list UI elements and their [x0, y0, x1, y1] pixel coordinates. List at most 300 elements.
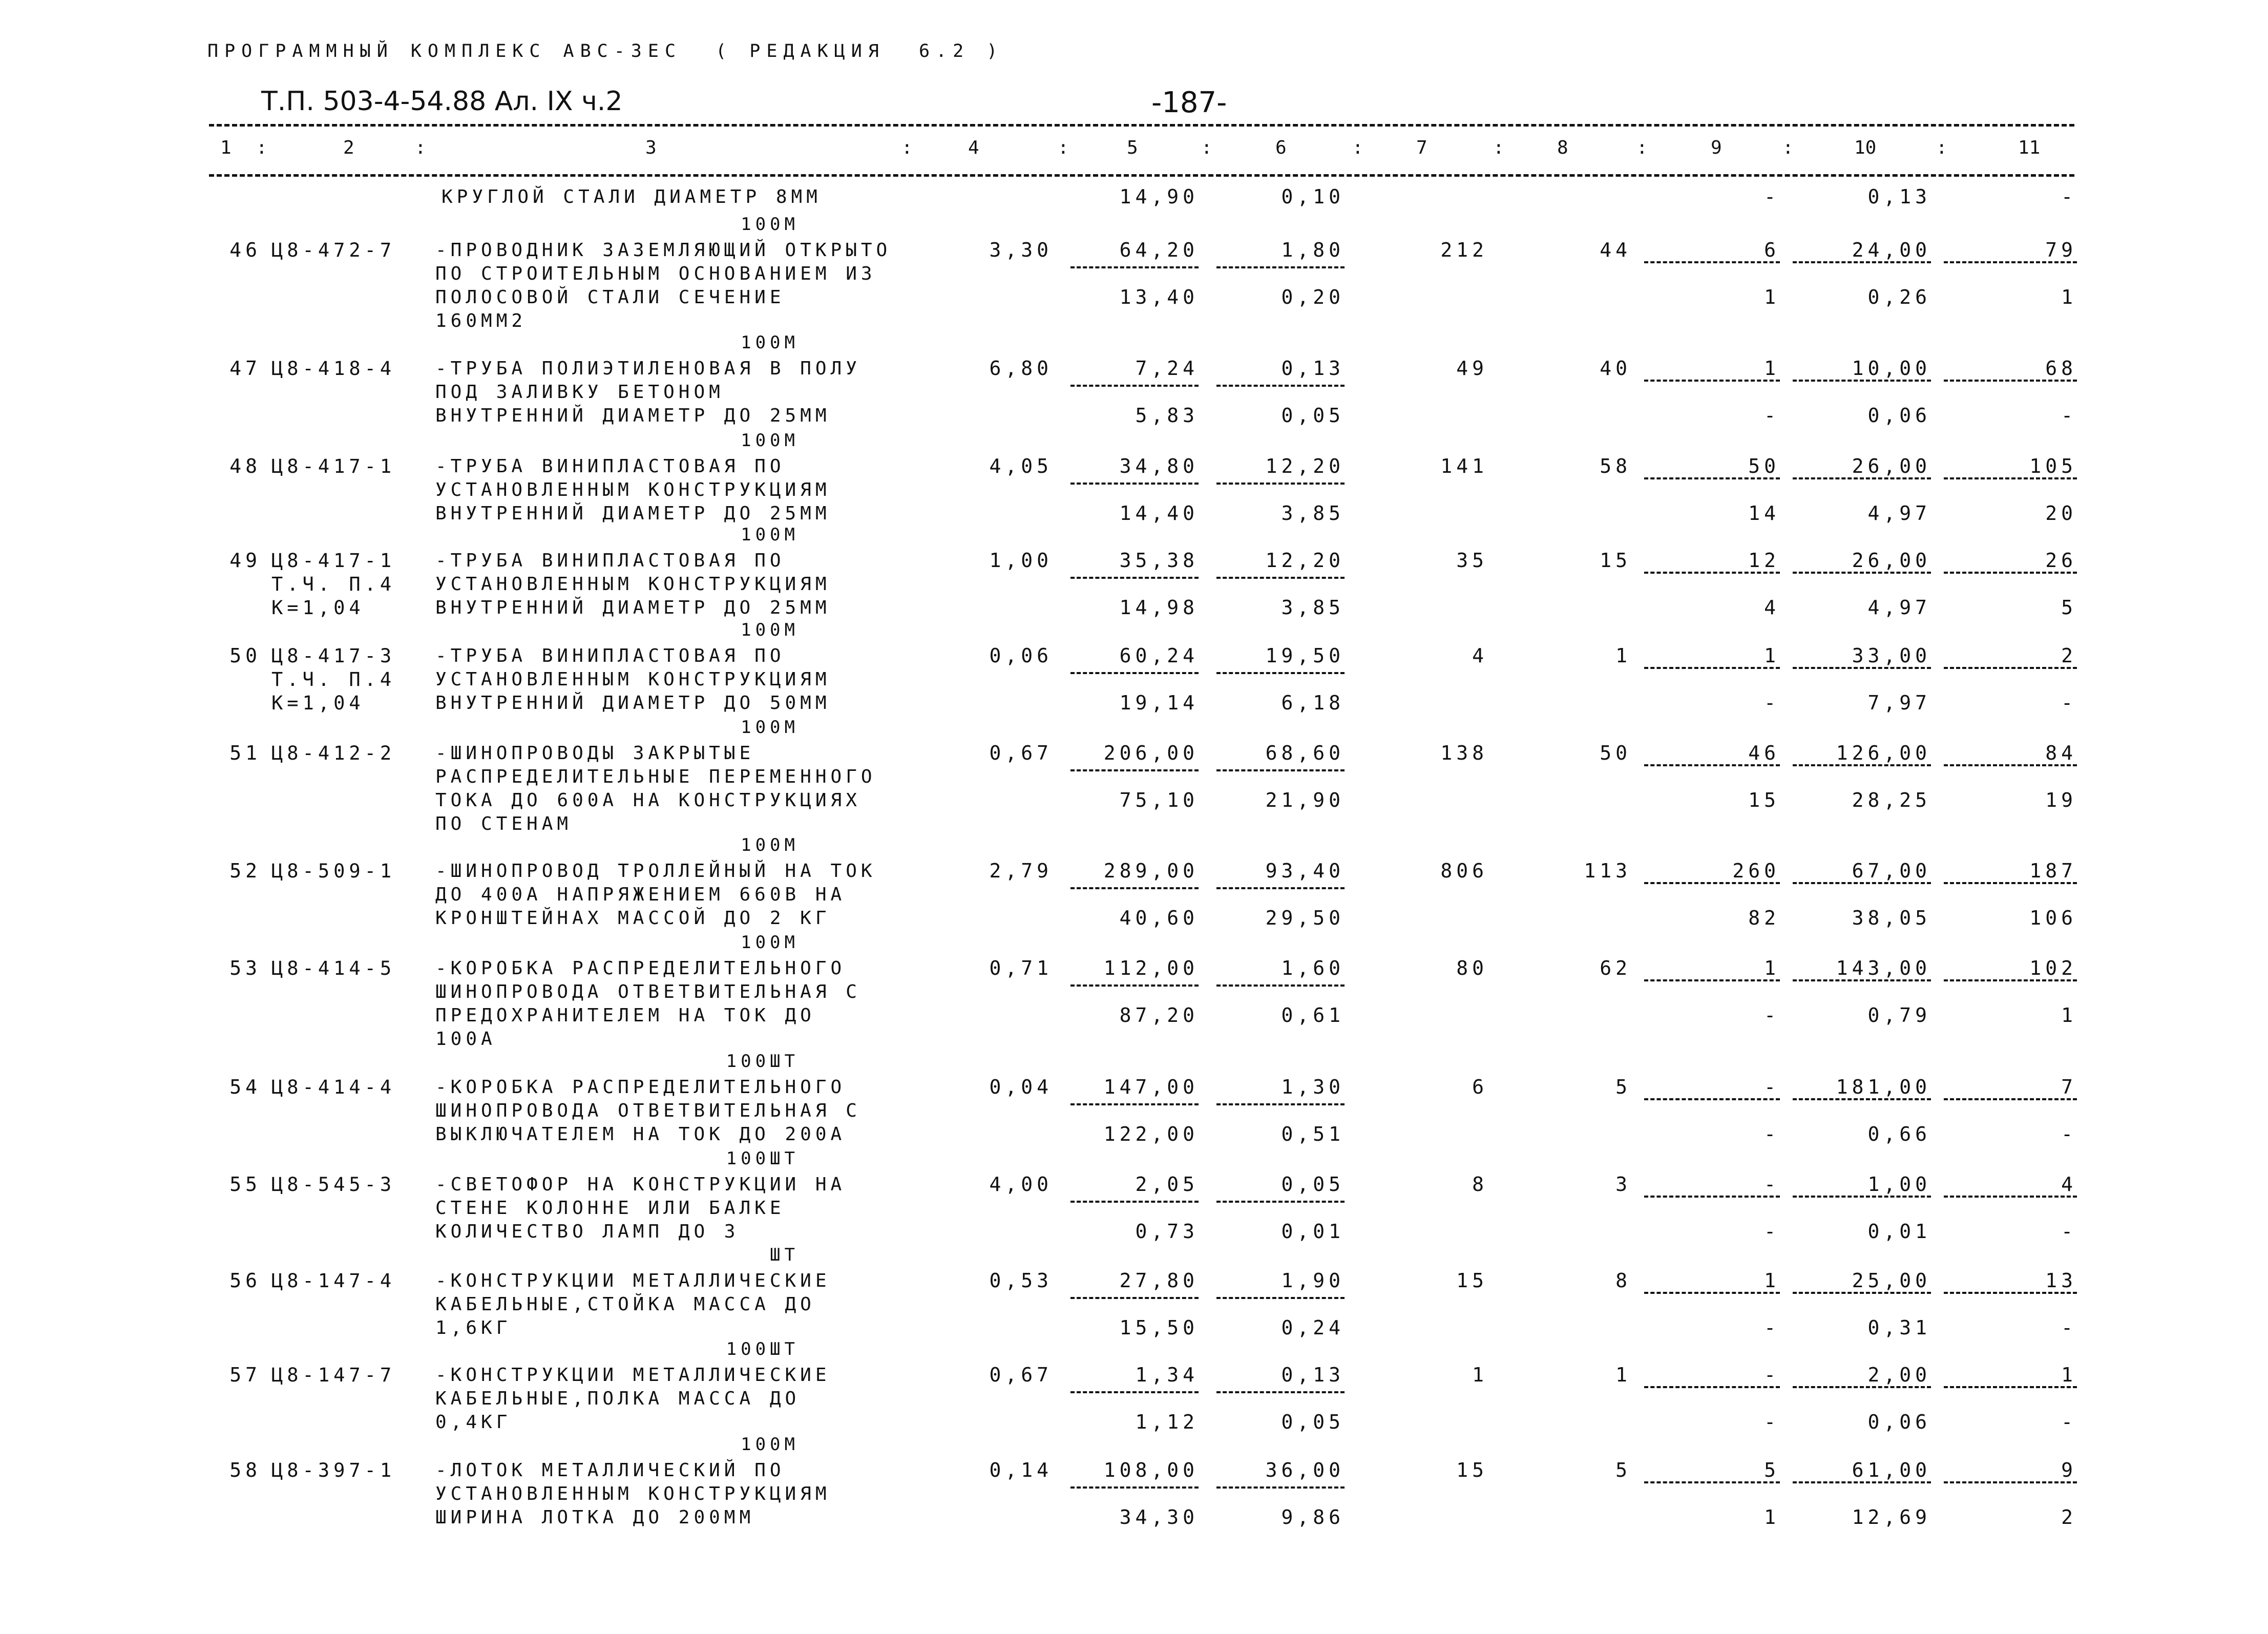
value-divider	[1070, 769, 1199, 771]
cell-value: 58	[1600, 455, 1631, 477]
cell-value: 64,20	[1119, 239, 1199, 261]
cell-value: 5	[2061, 596, 2077, 619]
value-divider	[1793, 572, 1931, 574]
cell-value: -	[2061, 1123, 2077, 1145]
value-divider	[1070, 1391, 1199, 1393]
cell-value: 138	[1440, 742, 1488, 764]
row-number: 52	[229, 860, 261, 882]
cell-value: -	[1764, 1173, 1780, 1196]
cell-value: 46	[1748, 742, 1780, 764]
row-description: -ПРОВОДНИК ЗАЗЕМЛЯЮЩИЙ ОТКРЫТО ПО СТРОИТЕЛЬНЫМ ОСНОВАНИЕМ ИЗ ПОЛОСОВОЙ СТАЛИ СЕЧЕНИЕ 160ММ2	[435, 240, 892, 331]
cell-value: 141	[1440, 455, 1488, 477]
value-divider	[1216, 1391, 1345, 1393]
column-header-4: 4	[968, 137, 979, 158]
cell-value: 60,24	[1119, 644, 1199, 667]
row-number: 49	[229, 549, 261, 572]
cell-value: 1,90	[1281, 1269, 1345, 1292]
cell-value: 147,00	[1103, 1076, 1199, 1098]
cell-value: 0,01	[1281, 1220, 1345, 1243]
value-divider	[1644, 979, 1780, 981]
value-divider	[1216, 1297, 1345, 1299]
row-code: Ц8-414-4	[271, 1076, 396, 1098]
cell-value: -	[1764, 1004, 1780, 1027]
value-divider	[1216, 672, 1345, 674]
unit-label: ШТ	[770, 1245, 799, 1265]
value-divider	[1944, 261, 2077, 263]
cell-value: -	[1764, 692, 1780, 714]
cell-value: 8	[1472, 1173, 1488, 1196]
cell-value: 0,53	[989, 1269, 1053, 1292]
value-divider	[1216, 887, 1345, 889]
cell-value: 0,79	[1867, 1004, 1931, 1027]
column-separator: :	[1936, 137, 1947, 158]
column-header-3: 3	[645, 137, 657, 158]
value-divider	[1944, 979, 2077, 981]
value-divider	[1070, 1201, 1199, 1203]
cell-value: 15	[1600, 549, 1631, 572]
column-header-9: 9	[1711, 137, 1722, 158]
row-description: -ЛОТОК МЕТАЛЛИЧЕСКИЙ ПО УСТАНОВЛЕННЫМ КОНСТРУКЦИЯМ ШИРИНА ЛОТКА ДО 200ММ	[435, 1460, 831, 1528]
cell-value: 7	[2061, 1076, 2077, 1098]
cell-value: 0,10	[1281, 185, 1345, 208]
cell-value: -	[1764, 1364, 1780, 1386]
cell-value: 0,24	[1281, 1316, 1345, 1339]
cell-value: 40,60	[1119, 907, 1199, 929]
cell-value: 1,00	[1867, 1173, 1931, 1196]
row-description: -КОРОБКА РАСПРЕДЕЛИТЕЛЬНОГО ШИНОПРОВОДА ОТВЕТВИТЕЛЬНАЯ С ПРЕДОХРАНИТЕЛЕМ НА ТОК ДО 100А	[435, 958, 861, 1050]
cell-value: -	[2061, 185, 2077, 208]
row-description: -ШИНОПРОВОДЫ ЗАКРЫТЫЕ РАСПРЕДЕЛИТЕЛЬНЫЕ ПЕРЕМЕННОГО ТОКА ДО 600А НА КОНСТРУКЦИЯХ ПО СТЕНАМ	[435, 743, 876, 834]
value-divider	[1944, 1292, 2077, 1294]
row-code: Ц8-472-7	[271, 239, 396, 261]
value-divider	[1644, 1196, 1780, 1198]
row-number: 48	[229, 455, 261, 477]
cell-value: 1	[1615, 644, 1631, 667]
cell-value: 5	[1615, 1459, 1631, 1481]
value-divider	[1216, 1486, 1345, 1489]
unit-label: 100М	[741, 620, 799, 640]
row-code: Ц8-412-2	[271, 742, 396, 764]
value-divider	[1070, 266, 1199, 268]
value-divider	[1944, 1386, 2077, 1388]
value-divider	[1793, 1481, 1931, 1483]
cell-value: 0,66	[1867, 1123, 1931, 1145]
cell-value: 75,10	[1119, 789, 1199, 811]
column-separator: :	[1352, 137, 1363, 158]
cell-value: 50	[1600, 742, 1631, 764]
cell-value: -	[1764, 1076, 1780, 1098]
unit-label: 100М	[741, 835, 799, 855]
value-divider	[1944, 1098, 2077, 1100]
unit-label: 100М	[741, 932, 799, 953]
cell-value: 0,67	[989, 742, 1053, 764]
row-code: Ц8-417-1 Т.Ч. П.4 К=1,04	[271, 550, 396, 619]
cell-value: 4	[1764, 596, 1780, 619]
cell-value: 108,00	[1103, 1459, 1199, 1481]
cell-value: 15	[1456, 1269, 1488, 1292]
unit-label: 100ШТ	[726, 1339, 799, 1359]
cell-value: 0,05	[1281, 404, 1345, 427]
value-divider	[1216, 769, 1345, 771]
cell-value: 0,13	[1281, 357, 1345, 380]
cell-value: 206,00	[1103, 742, 1199, 764]
cell-value: 0,20	[1281, 286, 1345, 308]
row-description: КРУГЛОЙ СТАЛИ ДИАМЕТР 8ММ	[442, 186, 822, 207]
cell-value: 15,50	[1119, 1316, 1199, 1339]
cell-value: 10,00	[1852, 357, 1931, 380]
row-code: Ц8-147-4	[271, 1270, 396, 1292]
row-description: -ТРУБА ВИНИПЛАСТОВАЯ ПО УСТАНОВЛЕННЫМ КОНСТРУКЦИЯМ ВНУТРЕННИЙ ДИАМЕТР ДО 25ММ	[435, 550, 831, 618]
row-code: Ц8-418-4	[271, 358, 396, 380]
cell-value: 68,60	[1265, 742, 1345, 764]
cell-value: 15	[1748, 789, 1780, 811]
cell-value: 38,05	[1852, 907, 1931, 929]
column-separator: :	[1493, 137, 1504, 158]
cell-value: 289,00	[1103, 860, 1199, 882]
value-divider	[1644, 1481, 1780, 1483]
cell-value: 35,38	[1119, 549, 1199, 572]
cell-value: 1	[1764, 357, 1780, 380]
cell-value: 27,80	[1119, 1269, 1199, 1292]
cell-value: 1	[2061, 1004, 2077, 1027]
value-divider	[1070, 887, 1199, 889]
row-code: Ц8-397-1	[271, 1459, 396, 1481]
value-divider	[1793, 477, 1931, 479]
row-description: -КОРОБКА РАСПРЕДЕЛИТЕЛЬНОГО ШИНОПРОВОДА ОТВЕТВИТЕЛЬНАЯ С ВЫКЛЮЧАТЕЛЕМ НА ТОК ДО 200А	[435, 1077, 861, 1145]
cell-value: 36,00	[1265, 1459, 1345, 1481]
column-header-2: 2	[343, 137, 354, 158]
cell-value: 2	[2061, 1506, 2077, 1528]
cell-value: -	[2061, 404, 2077, 427]
cell-value: 5,83	[1135, 404, 1199, 427]
cell-value: 1	[1764, 1269, 1780, 1292]
value-divider	[1944, 572, 2077, 574]
column-separator: :	[1636, 137, 1648, 158]
cell-value: -	[1764, 1316, 1780, 1339]
cell-value: 25,00	[1852, 1269, 1931, 1292]
cell-value: 19	[2045, 789, 2077, 811]
column-header-11: 11	[2018, 137, 2041, 158]
value-divider	[1070, 385, 1199, 387]
cell-value: -	[2061, 1411, 2077, 1433]
row-number: 47	[229, 357, 261, 380]
cell-value: 9	[2061, 1459, 2077, 1481]
cell-value: 0,13	[1867, 185, 1931, 208]
cell-value: 0,06	[1867, 404, 1931, 427]
cell-value: 0,01	[1867, 1220, 1931, 1243]
value-divider	[1216, 577, 1345, 579]
row-number: 46	[229, 239, 261, 261]
cell-value: 26,00	[1852, 455, 1931, 477]
value-divider	[1644, 1098, 1780, 1100]
cell-value: 4,97	[1867, 502, 1931, 525]
cell-value: 5	[1615, 1076, 1631, 1098]
cell-value: 15	[1456, 1459, 1488, 1481]
column-separator: :	[1201, 137, 1212, 158]
value-divider	[1793, 1098, 1931, 1100]
value-divider	[1644, 261, 1780, 263]
cell-value: 14,90	[1119, 185, 1199, 208]
cell-value: 0,05	[1281, 1173, 1345, 1196]
cell-value: 93,40	[1265, 860, 1345, 882]
cell-value: 84	[2045, 742, 2077, 764]
cell-value: 7,24	[1135, 357, 1199, 380]
cell-value: -	[2061, 692, 2077, 714]
cell-value: -	[1764, 1411, 1780, 1433]
cell-value: 0,31	[1867, 1316, 1931, 1339]
cell-value: 14	[1748, 502, 1780, 525]
cell-value: 260	[1732, 860, 1780, 882]
cell-value: 14,98	[1119, 596, 1199, 619]
cell-value: 3,85	[1281, 502, 1345, 525]
cell-value: 13	[2045, 1269, 2077, 1292]
cell-value: 1	[2061, 286, 2077, 308]
cell-value: 62	[1600, 957, 1631, 979]
value-divider	[1216, 1201, 1345, 1203]
cell-value: 87,20	[1119, 1004, 1199, 1027]
cell-value: 0,61	[1281, 1004, 1345, 1027]
value-divider	[1944, 667, 2077, 669]
column-separator: :	[1058, 137, 1069, 158]
cell-value: 0,06	[1867, 1411, 1931, 1433]
cell-value: 12,20	[1265, 549, 1345, 572]
unit-label: 100М	[741, 214, 799, 235]
row-description: -КОНСТРУКЦИИ МЕТАЛЛИЧЕСКИЕ КАБЕЛЬНЫЕ,ПОЛКА МАССА ДО 0,4КГ	[435, 1365, 831, 1433]
cell-value: 34,30	[1119, 1506, 1199, 1528]
value-divider	[1644, 882, 1780, 884]
value-divider	[1793, 1196, 1931, 1198]
header-bottom-rule	[209, 174, 2074, 177]
row-number: 53	[229, 957, 261, 979]
value-divider	[1944, 477, 2077, 479]
value-divider	[1070, 984, 1199, 987]
value-divider	[1216, 1103, 1345, 1105]
cell-value: 24,00	[1852, 239, 1931, 261]
row-number: 56	[229, 1269, 261, 1292]
cell-value: 8	[1615, 1269, 1631, 1292]
row-code: Ц8-417-1	[271, 455, 396, 477]
cell-value: 6	[1472, 1076, 1488, 1098]
cell-value: 12,69	[1852, 1506, 1931, 1528]
column-header-7: 7	[1416, 137, 1427, 158]
cell-value: 102	[2029, 957, 2077, 979]
value-divider	[1944, 380, 2077, 382]
cell-value: 34,80	[1119, 455, 1199, 477]
row-description: -СВЕТОФОР НА КОНСТРУКЦИИ НА СТЕНЕ КОЛОННЕ ИЛИ БАЛКЕ КОЛИЧЕСТВО ЛАМП ДО 3	[435, 1174, 846, 1242]
cell-value: 1,00	[989, 549, 1053, 572]
row-code: Ц8-414-5	[271, 957, 396, 979]
cell-value: -	[2061, 1220, 2077, 1243]
cell-value: 61,00	[1852, 1459, 1931, 1481]
cell-value: 112,00	[1103, 957, 1199, 979]
value-divider	[1944, 1196, 2077, 1198]
row-number: 50	[229, 644, 261, 667]
cell-value: -	[1764, 404, 1780, 427]
cell-value: 3	[1615, 1173, 1631, 1196]
column-header-1: 1	[220, 137, 232, 158]
cell-value: 44	[1600, 239, 1631, 261]
value-divider	[1793, 979, 1931, 981]
value-divider	[1216, 385, 1345, 387]
cell-value: 0,73	[1135, 1220, 1199, 1243]
cell-value: 28,25	[1852, 789, 1931, 811]
cell-value: 1	[1472, 1364, 1488, 1386]
cell-value: 14,40	[1119, 502, 1199, 525]
unit-label: 100ШТ	[726, 1148, 799, 1169]
row-code: Ц8-509-1	[271, 860, 396, 882]
cell-value: 0,26	[1867, 286, 1931, 308]
cell-value: 4,97	[1867, 596, 1931, 619]
value-divider	[1793, 261, 1931, 263]
unit-label: 100М	[741, 1434, 799, 1455]
cell-value: 2	[2061, 644, 2077, 667]
row-description: -КОНСТРУКЦИИ МЕТАЛЛИЧЕСКИЕ КАБЕЛЬНЫЕ,СТОЙКА МАССА ДО 1,6КГ	[435, 1270, 831, 1338]
value-divider	[1216, 984, 1345, 987]
value-divider	[1070, 1103, 1199, 1105]
cell-value: 106	[2029, 907, 2077, 929]
cell-value: 806	[1440, 860, 1488, 882]
row-number: 55	[229, 1173, 261, 1196]
column-separator: :	[901, 137, 913, 158]
cell-value: 6	[1764, 239, 1780, 261]
cell-value: 12,20	[1265, 455, 1345, 477]
cell-value: 122,00	[1103, 1123, 1199, 1145]
cell-value: 0,06	[989, 644, 1053, 667]
cell-value: 40	[1600, 357, 1631, 380]
cell-value: 6,18	[1281, 692, 1345, 714]
cell-value: 2,79	[989, 860, 1053, 882]
unit-label: 100М	[741, 430, 799, 451]
cell-value: 82	[1748, 907, 1780, 929]
cell-value: 4,05	[989, 455, 1053, 477]
cell-value: 5	[1764, 1459, 1780, 1481]
value-divider	[1944, 764, 2077, 766]
cell-value: 113	[1584, 860, 1631, 882]
row-code: Ц8-417-3 Т.Ч. П.4 К=1,04	[271, 645, 396, 714]
value-divider	[1070, 1297, 1199, 1299]
value-divider	[1644, 1292, 1780, 1294]
cell-value: 143,00	[1836, 957, 1931, 979]
cell-value: 3,30	[989, 239, 1053, 261]
cell-value: 4,00	[989, 1173, 1053, 1196]
value-divider	[1644, 477, 1780, 479]
column-separator: :	[256, 137, 267, 158]
row-number: 54	[229, 1076, 261, 1098]
value-divider	[1216, 483, 1345, 485]
cell-value: 1,60	[1281, 957, 1345, 979]
cell-value: 126,00	[1836, 742, 1931, 764]
row-code: Ц8-147-7	[271, 1364, 396, 1386]
cell-value: 1	[1764, 286, 1780, 308]
cell-value: 26	[2045, 549, 2077, 572]
cell-value: -	[1764, 185, 1780, 208]
value-divider	[1070, 1486, 1199, 1489]
value-divider	[1070, 672, 1199, 674]
unit-label: 100М	[741, 717, 799, 738]
row-description: -ШИНОПРОВОД ТРОЛЛЕЙНЫЙ НА ТОК ДО 400А НАПРЯЖЕНИЕМ 660В НА КРОНШТЕЙНАХ МАССОЙ ДО 2 КГ	[435, 861, 876, 929]
cell-value: 7,97	[1867, 692, 1931, 714]
value-divider	[1793, 882, 1931, 884]
cell-value: 9,86	[1281, 1506, 1345, 1528]
row-code: Ц8-545-3	[271, 1174, 396, 1196]
cell-value: 0,13	[1281, 1364, 1345, 1386]
cell-value: 181,00	[1836, 1076, 1931, 1098]
cell-value: 19,14	[1119, 692, 1199, 714]
value-divider	[1644, 380, 1780, 382]
value-divider	[1216, 266, 1345, 268]
cell-value: 2,00	[1867, 1364, 1931, 1386]
cell-value: 6,80	[989, 357, 1053, 380]
cell-value: 1	[1764, 957, 1780, 979]
cell-value: -	[1764, 1220, 1780, 1243]
value-divider	[1644, 667, 1780, 669]
cell-value: 13,40	[1119, 286, 1199, 308]
value-divider	[1644, 764, 1780, 766]
page-number: -187-	[1151, 86, 1227, 119]
cell-value: -	[2061, 1316, 2077, 1339]
cell-value: 49	[1456, 357, 1488, 380]
value-divider	[1793, 1292, 1931, 1294]
value-divider	[1793, 764, 1931, 766]
cell-value: 20	[2045, 502, 2077, 525]
cell-value: 0,51	[1281, 1123, 1345, 1145]
cell-value: 1	[1764, 1506, 1780, 1528]
row-number: 58	[229, 1459, 261, 1481]
cell-value: 1,80	[1281, 239, 1345, 261]
cell-value: 1,30	[1281, 1076, 1345, 1098]
cell-value: 50	[1748, 455, 1780, 477]
cell-value: 0,71	[989, 957, 1053, 979]
cell-value: 0,04	[989, 1076, 1053, 1098]
column-header-10: 10	[1854, 137, 1877, 158]
cell-value: 4	[1472, 644, 1488, 667]
cell-value: 29,50	[1265, 907, 1345, 929]
cell-value: 0,67	[989, 1364, 1053, 1386]
value-divider	[1070, 483, 1199, 485]
value-divider	[1793, 1386, 1931, 1388]
table-top-rule	[209, 124, 2074, 127]
column-separator: :	[415, 137, 426, 158]
unit-label: 100М	[741, 332, 799, 353]
value-divider	[1944, 882, 2077, 884]
cell-value: 4	[2061, 1173, 2077, 1196]
cell-value: -	[1764, 1123, 1780, 1145]
cell-value: 19,50	[1265, 644, 1345, 667]
row-number: 51	[229, 742, 261, 764]
cell-value: 35	[1456, 549, 1488, 572]
row-description: -ТРУБА ВИНИПЛАСТОВАЯ ПО УСТАНОВЛЕННЫМ КОНСТРУКЦИЯМ ВНУТРЕННИЙ ДИАМЕТР ДО 50ММ	[435, 645, 831, 714]
cell-value: 212	[1440, 239, 1488, 261]
column-header-8: 8	[1557, 137, 1568, 158]
cell-value: 0,14	[989, 1459, 1053, 1481]
cell-value: 26,00	[1852, 549, 1931, 572]
cell-value: 2,05	[1135, 1173, 1199, 1196]
unit-label: 100ШТ	[726, 1051, 799, 1072]
project-code: Т.П. 503-4-54.88 Ал. IX ч.2	[261, 86, 623, 117]
cell-value: 67,00	[1852, 860, 1931, 882]
column-header-6: 6	[1275, 137, 1287, 158]
unit-label: 100М	[741, 525, 799, 545]
cell-value: 80	[1456, 957, 1488, 979]
cell-value: 1	[1764, 644, 1780, 667]
column-header-5: 5	[1127, 137, 1138, 158]
cell-value: 1	[2061, 1364, 2077, 1386]
value-divider	[1644, 572, 1780, 574]
row-description: -ТРУБА ПОЛИЭТИЛЕНОВАЯ В ПОЛУ ПОД ЗАЛИВКУ БЕТОНОМ ВНУТРЕННИЙ ДИАМЕТР ДО 25ММ	[435, 358, 861, 426]
cell-value: 12	[1748, 549, 1780, 572]
cell-value: 79	[2045, 239, 2077, 261]
cell-value: 1,34	[1135, 1364, 1199, 1386]
